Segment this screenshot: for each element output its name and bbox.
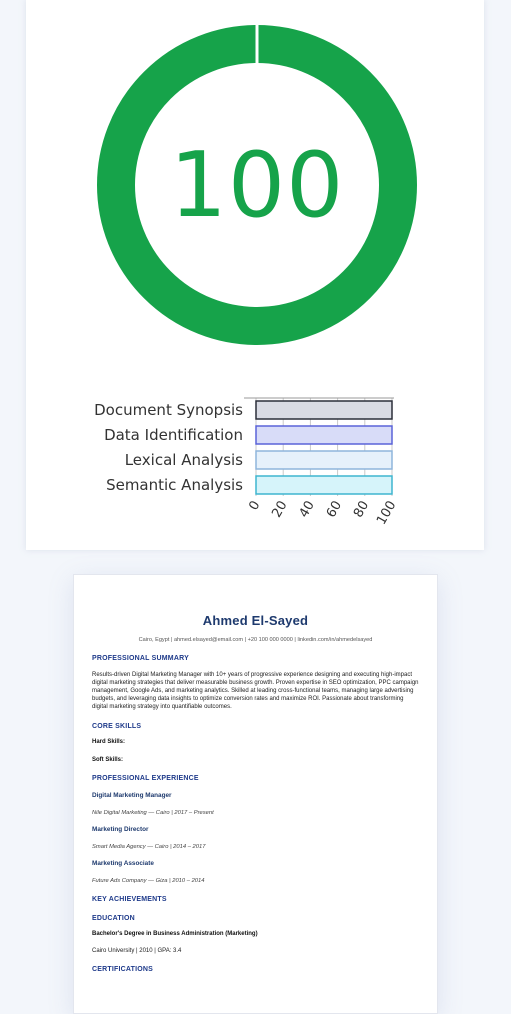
tick-label: 0 [246, 498, 264, 514]
degree-text: Bachelor's Degree in Business Administration (Marketing) [92, 931, 258, 937]
bar [256, 426, 392, 444]
achievements-heading: KEY ACHIEVEMENTS [92, 896, 167, 903]
score-value: 100 [169, 132, 345, 238]
job-meta: Smart Media Agency — Cairo | 2014 – 2017 [92, 844, 206, 850]
tick-label: 100 [374, 498, 400, 528]
bar [256, 401, 392, 419]
job-meta: Nile Digital Marketing — Cairo | 2017 – Present [92, 810, 214, 816]
bar [256, 451, 392, 469]
bar-label: Data Identification [104, 426, 243, 444]
bar-label: Semantic Analysis [106, 476, 243, 494]
tick-label: 40 [296, 498, 318, 521]
summary-text: Results-driven Digital Marketing Manager with 10+ years of progressive experience designing and executing high-impact digital marketing strategies that deliver measurable business growth. Proven expertise in SEO optimization, PPC campaign management, Google Ads, and marketing analytics. Skilled at leading cross-functional teams, managing large advertising budgets, and leveraging data insights to optimize conversion rates and maximize ROI. Passionate about transforming digital marketing strategy into quantifiable outcomes. [92, 672, 419, 710]
resume-preview [73, 574, 438, 1014]
job-title: Marketing Director [92, 826, 149, 833]
school-text: Cairo University | 2010 | GPA: 3.4 [92, 948, 182, 954]
job-title: Digital Marketing Manager [92, 792, 172, 799]
hard-skills-label: Hard Skills: [92, 739, 126, 745]
job-meta: Future Ads Company — Giza | 2010 – 2014 [92, 878, 205, 884]
skills-heading: CORE SKILLS [92, 723, 142, 730]
bar-label: Document Synopsis [94, 401, 243, 419]
bar-label: Lexical Analysis [124, 451, 243, 469]
job-title: Marketing Associate [92, 860, 154, 867]
resume-name: Ahmed El-Sayed [202, 613, 309, 628]
bar [256, 476, 392, 494]
tick-label: 60 [323, 498, 346, 521]
tick-label: 80 [351, 498, 373, 521]
education-heading: EDUCATION [92, 915, 135, 922]
tick-label: 20 [269, 498, 291, 521]
soft-skills-label: Soft Skills: [92, 757, 124, 763]
certifications-heading: CERTIFICATIONS [92, 966, 154, 973]
experience-heading: PROFESSIONAL EXPERIENCE [92, 775, 199, 782]
resume-contact: Cairo, Egypt | ahmed.elsayed@email.com | +20 100 000 0000 | linkedin.com/in/ahmedelsayed [138, 637, 373, 643]
summary-heading: PROFESSIONAL SUMMARY [92, 655, 189, 662]
analysis-bar-chart [0, 388, 511, 538]
